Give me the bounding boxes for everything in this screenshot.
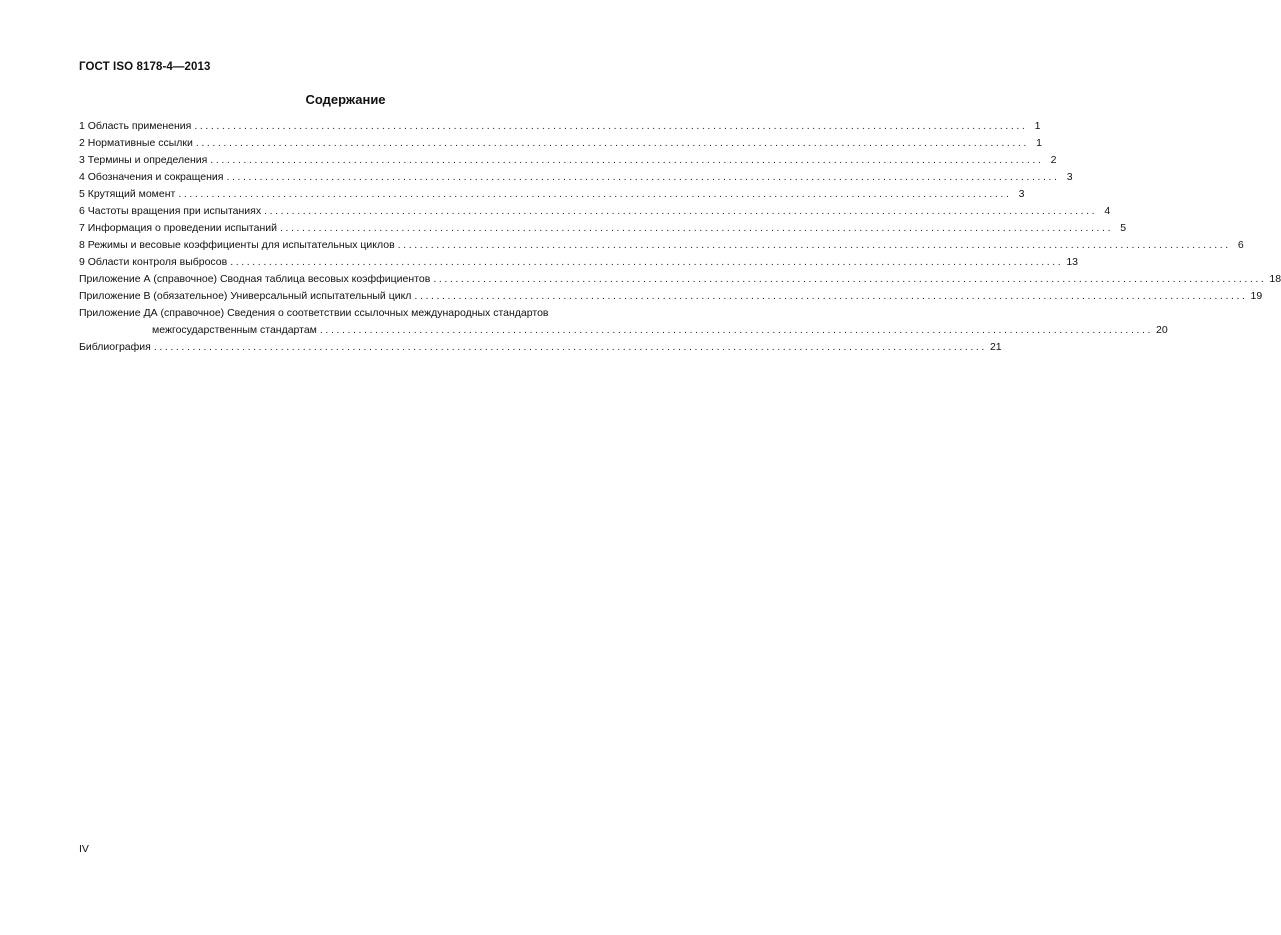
toc-leader-dots: .......................................................................................................................................................: [433, 273, 1267, 285]
toc-entry[interactable]: [79, 135, 1042, 152]
toc-leader-dots: .......................................................................................................................................................: [319, 324, 1154, 336]
toc-entry-label-line1: Приложение ДА (справочное) Сведения о соответствии ссылочных международных стандартов: [79, 307, 549, 319]
toc-entry-page: 18: [1269, 273, 1281, 285]
toc-leader-dots: .......................................................................................................................................................: [194, 120, 1028, 132]
toc-entry[interactable]: [79, 186, 1025, 203]
toc-entry-page: 1: [1034, 120, 1041, 132]
toc-leader-dots: .......................................................................................................................................................: [226, 171, 1060, 183]
toc-leader-dots: .......................................................................................................................................................: [153, 341, 987, 353]
toc-entry[interactable]: [79, 288, 1263, 305]
toc-entry[interactable]: [79, 254, 1079, 271]
toc-entry-page: 6: [1237, 239, 1244, 251]
toc-entry-label: 8 Режимы и весовые коэффициенты для испытательных циклов: [79, 239, 395, 251]
toc-entry-page: 21: [989, 341, 1002, 353]
toc-entry-page: 3: [1018, 188, 1025, 200]
toc-entry-page: 5: [1120, 222, 1127, 234]
toc-leader-dots: .......................................................................................................................................................: [264, 205, 1098, 217]
toc-entry[interactable]: [79, 271, 1281, 288]
toc-entry-label: 1 Область применения: [79, 120, 192, 132]
toc-entry-page: 2: [1050, 154, 1057, 166]
toc-leader-dots: .......................................................................................................................................................: [230, 256, 1064, 268]
table-of-contents: [79, 118, 1281, 356]
toc-entry[interactable]: [79, 169, 1073, 186]
toc-entry-label-line2: межгосударственным стандартам: [152, 324, 317, 336]
toc-entry[interactable]: [79, 118, 1041, 135]
toc-entry-label: 9 Области контроля выбросов: [79, 256, 228, 268]
toc-entry-continuation: [79, 322, 1168, 339]
toc-entry-page: 19: [1250, 290, 1263, 302]
toc-entry-label: Библиография: [79, 341, 151, 353]
toc-leader-dots: .......................................................................................................................................................: [414, 290, 1248, 302]
toc-leader-dots: .......................................................................................................................................................: [178, 188, 1012, 200]
toc-leader-dots: .......................................................................................................................................................: [210, 154, 1044, 166]
standard-id-header: ГОСТ ISO 8178-4—2013: [79, 61, 211, 73]
toc-entry-label: Приложение В (обязательное) Универсальный испытательный цикл: [79, 290, 412, 302]
toc-entry[interactable]: [79, 237, 1244, 254]
toc-entry-page: 13: [1066, 256, 1079, 268]
toc-leader-dots: .......................................................................................................................................................: [397, 239, 1231, 251]
toc-entry-page: 20: [1156, 324, 1168, 336]
toc-entry-page: 1: [1036, 137, 1042, 149]
toc-entry-page: 4: [1104, 205, 1111, 217]
toc-entry-label: 2 Нормативные ссылки: [79, 137, 193, 149]
toc-entry-label: 4 Обозначения и сокращения: [79, 171, 224, 183]
toc-leader-dots: .......................................................................................................................................................: [195, 137, 1029, 149]
toc-entry[interactable]: [79, 305, 1168, 339]
page-number: IV: [79, 843, 89, 855]
toc-entry[interactable]: [79, 152, 1057, 169]
toc-entry-label: 5 Крутящий момент: [79, 188, 176, 200]
toc-entry[interactable]: [79, 203, 1111, 220]
toc-leader-dots: .......................................................................................................................................................: [279, 222, 1114, 234]
toc-title: Содержание: [305, 92, 386, 107]
toc-entry-label: 3 Термины и определения: [79, 154, 208, 166]
toc-entry[interactable]: [79, 220, 1127, 237]
toc-entry-label: Приложение А (справочное) Сводная таблица весовых коэффициентов: [79, 273, 431, 285]
toc-entry-label: 6 Частоты вращения при испытаниях: [79, 205, 262, 217]
toc-entry-label: 7 Информация о проведении испытаний: [79, 222, 277, 234]
toc-entry[interactable]: [79, 339, 1002, 356]
toc-entry-page: 3: [1066, 171, 1073, 183]
